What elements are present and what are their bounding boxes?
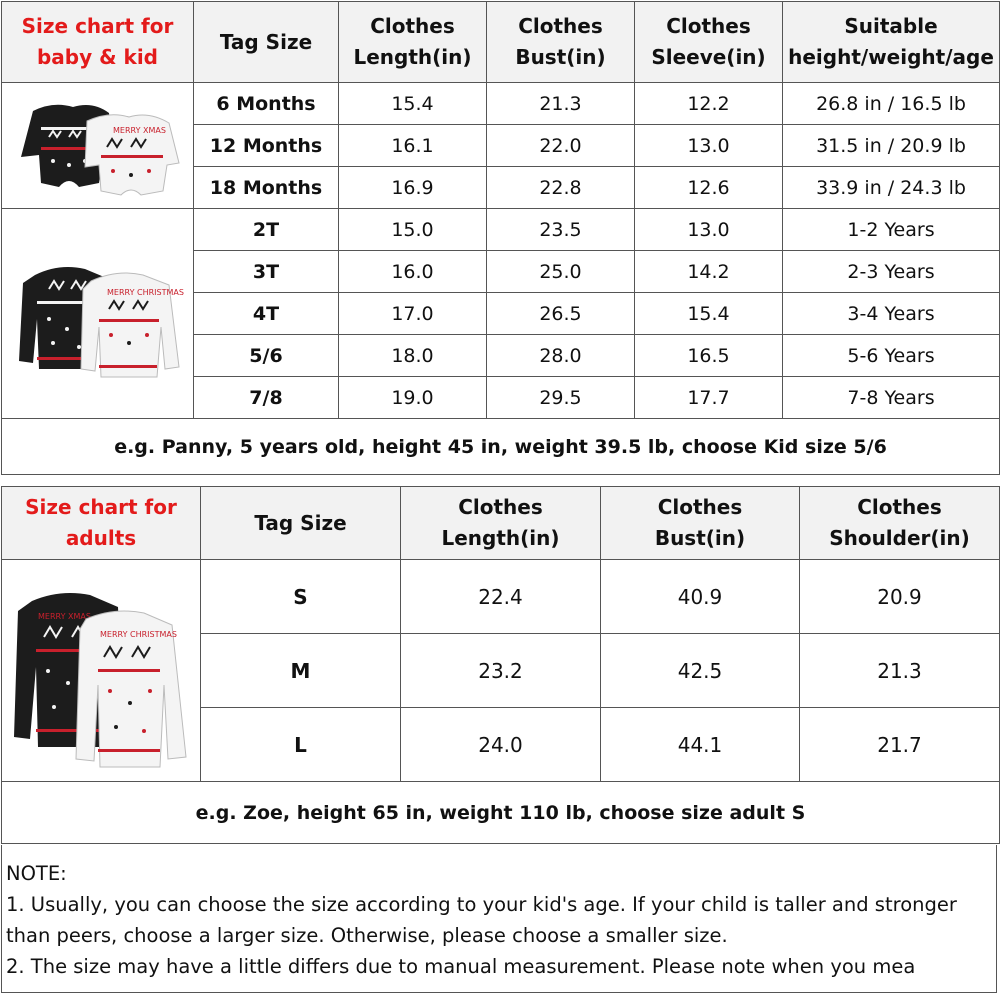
adult-header-tag: Tag Size xyxy=(201,487,401,560)
shoulder-cell: 21.7 xyxy=(800,708,1000,782)
suitable-cell: 1-2 Years xyxy=(783,209,1000,251)
table-row xyxy=(2,560,1000,634)
adult-chart-title: Size chart for adults xyxy=(2,487,201,560)
kid-example-row xyxy=(2,419,1000,475)
kid-sweater-pair-image xyxy=(2,209,194,419)
suitable-cell: 31.5 in / 20.9 lb xyxy=(783,125,1000,167)
sleeve-cell: 17.7 xyxy=(635,377,783,419)
adult-header-row xyxy=(2,487,1000,560)
length-cell: 19.0 xyxy=(339,377,487,419)
suitable-cell: 2-3 Years xyxy=(783,251,1000,293)
length-cell: 18.0 xyxy=(339,335,487,377)
kid-size-chart xyxy=(1,1,1000,475)
svg-text:MERRY CHRISTMAS: MERRY CHRISTMAS xyxy=(100,629,177,639)
adult-example-text: e.g. Zoe, height 65 in, weight 110 lb, choose size adult S xyxy=(2,782,1000,844)
kid-header-sleeve: Clothes Sleeve(in) xyxy=(635,2,783,83)
shoulder-cell: 20.9 xyxy=(800,560,1000,634)
length-cell: 16.0 xyxy=(339,251,487,293)
kid-example-text: e.g. Panny, 5 years old, height 45 in, weight 39.5 lb, choose Kid size 5/6 xyxy=(2,419,1000,475)
kid-header-tag: Tag Size xyxy=(194,2,339,83)
length-cell: 22.4 xyxy=(401,560,601,634)
svg-text:MERRY XMAS: MERRY XMAS xyxy=(38,611,91,621)
length-cell: 16.1 xyxy=(339,125,487,167)
length-cell: 16.9 xyxy=(339,167,487,209)
kid-header-row xyxy=(2,2,1000,83)
suitable-cell: 26.8 in / 16.5 lb xyxy=(783,83,1000,125)
bust-cell: 23.5 xyxy=(487,209,635,251)
bust-cell: 44.1 xyxy=(601,708,800,782)
suitable-cell: 5-6 Years xyxy=(783,335,1000,377)
kid-header-length: Clothes Length(in) xyxy=(339,2,487,83)
bust-cell: 42.5 xyxy=(601,634,800,708)
adult-header-bust: Clothes Bust(in) xyxy=(601,487,800,560)
sleeve-cell: 12.6 xyxy=(635,167,783,209)
kid-chart-title: Size chart for baby & kid xyxy=(2,2,194,83)
bust-cell: 29.5 xyxy=(487,377,635,419)
kid-header-suitable: Suitable height/weight/age xyxy=(783,2,1000,83)
bust-cell: 28.0 xyxy=(487,335,635,377)
table-row xyxy=(2,83,1000,125)
adult-sweater-pair-image xyxy=(2,560,201,782)
note-line-2: than peers, choose a larger size. Otherwise, please choose a smaller size. xyxy=(6,924,728,947)
tag-size-cell: 6 Months xyxy=(194,83,339,125)
note-line-3: 2. The size may have a little differs due to manual measurement. Please note when you mea xyxy=(6,955,916,978)
note-line-1: 1. Usually, you can choose the size according to your kid's age. If your child is taller and stronger xyxy=(6,893,957,916)
tag-size-cell: 7/8 xyxy=(194,377,339,419)
tag-size-cell: L xyxy=(201,708,401,782)
tag-size-cell: 2T xyxy=(194,209,339,251)
svg-text:MERRY CHRISTMAS: MERRY CHRISTMAS xyxy=(106,287,184,297)
baby-romper-pair-image xyxy=(2,83,194,209)
tag-size-cell: 18 Months xyxy=(194,167,339,209)
tag-size-cell: 12 Months xyxy=(194,125,339,167)
sleeve-cell: 14.2 xyxy=(635,251,783,293)
bust-cell: 40.9 xyxy=(601,560,800,634)
sleeve-cell: 12.2 xyxy=(635,83,783,125)
sleeve-cell: 16.5 xyxy=(635,335,783,377)
tag-size-cell: 5/6 xyxy=(194,335,339,377)
shoulder-cell: 21.3 xyxy=(800,634,1000,708)
length-cell: 17.0 xyxy=(339,293,487,335)
suitable-cell: 3-4 Years xyxy=(783,293,1000,335)
tag-size-cell: 3T xyxy=(194,251,339,293)
length-cell: 15.4 xyxy=(339,83,487,125)
tag-size-cell: S xyxy=(201,560,401,634)
bust-cell: 22.0 xyxy=(487,125,635,167)
adult-header-shoulder: Clothes Shoulder(in) xyxy=(800,487,1000,560)
sleeve-cell: 13.0 xyxy=(635,209,783,251)
adult-example-row xyxy=(2,782,1000,844)
length-cell: 15.0 xyxy=(339,209,487,251)
note-section xyxy=(1,845,997,993)
svg-text:MERRY XMAS: MERRY XMAS xyxy=(112,125,166,135)
sleeve-cell: 15.4 xyxy=(635,293,783,335)
bust-cell: 22.8 xyxy=(487,167,635,209)
length-cell: 24.0 xyxy=(401,708,601,782)
length-cell: 23.2 xyxy=(401,634,601,708)
bust-cell: 25.0 xyxy=(487,251,635,293)
bust-cell: 26.5 xyxy=(487,293,635,335)
tag-size-cell: M xyxy=(201,634,401,708)
adult-size-chart xyxy=(1,486,1000,844)
sleeve-cell: 13.0 xyxy=(635,125,783,167)
note-heading: NOTE: xyxy=(6,862,67,885)
bust-cell: 21.3 xyxy=(487,83,635,125)
tag-size-cell: 4T xyxy=(194,293,339,335)
suitable-cell: 7-8 Years xyxy=(783,377,1000,419)
kid-header-bust: Clothes Bust(in) xyxy=(487,2,635,83)
table-row xyxy=(2,209,1000,251)
adult-header-length: Clothes Length(in) xyxy=(401,487,601,560)
suitable-cell: 33.9 in / 24.3 lb xyxy=(783,167,1000,209)
